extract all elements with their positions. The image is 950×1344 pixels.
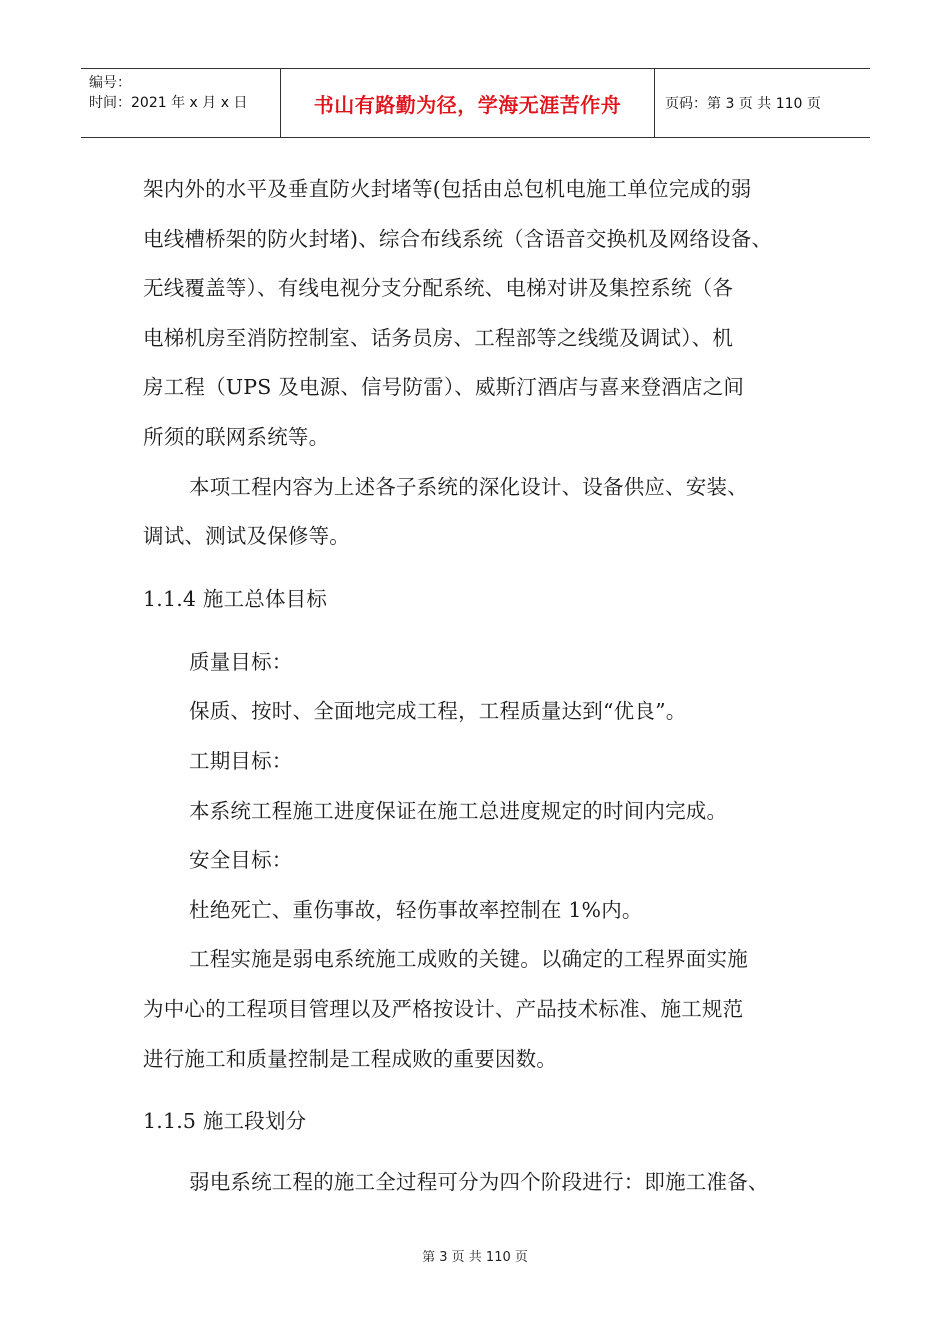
body-line: 本项工程内容为上述各子系统的深化设计、设备供应、安装、	[189, 475, 748, 499]
body-line: 进行施工和质量控制是工程成败的重要因数。	[143, 1047, 557, 1071]
section-heading: 1.1.5 施工段划分	[143, 1109, 307, 1133]
body-line: 无线覆盖等）、有线电视分支分配系统、电梯对讲及集控系统（各	[143, 276, 734, 300]
body-line: 杜绝死亡、重伤事故，轻伤事故率控制在 1%内。	[189, 898, 643, 922]
document-header	[81, 68, 870, 138]
body-line: 质量目标：	[189, 650, 293, 674]
date-label: 时间：2021 年 x 月 x 日	[89, 95, 248, 111]
body-line: 电线槽桥架的防火封堵)、综合布线系统（含语音交换机及网络设备、	[143, 227, 773, 251]
body-line: 所须的联网系统等。	[143, 425, 330, 449]
motto-text: 书山有路勤为径，学海无涯苦作舟	[313, 92, 622, 117]
body-line: 电梯机房至消防控制室、话务员房、工程部等之线缆及调试）、机	[143, 326, 734, 350]
page-info: 页码：第 3 页 共 110 页	[665, 96, 821, 112]
header-page-cell	[655, 69, 870, 137]
body-line: 安全目标：	[189, 848, 293, 872]
body-line: 弱电系统工程的施工全过程可分为四个阶段进行：即施工准备、	[189, 1170, 769, 1194]
header-motto-cell	[281, 69, 655, 137]
body-line: 本系统工程施工进度保证在施工总进度规定的时间内完成。	[189, 799, 728, 823]
number-label: 编号：	[89, 75, 131, 91]
body-line: 架内外的水平及垂直防火封堵等(包括由总包机电施工单位完成的弱	[143, 177, 752, 201]
page-footer: 第 3 页 共 110 页	[422, 1250, 528, 1265]
body-line: 工程实施是弱电系统施工成败的关键。以确定的工程界面实施	[189, 947, 748, 971]
section-heading: 1.1.4 施工总体目标	[143, 587, 328, 611]
body-line: 调试、测试及保修等。	[143, 524, 350, 548]
body-line: 房工程（UPS 及电源、信号防雷）、威斯汀酒店与喜来登酒店之间	[143, 375, 745, 399]
body-line: 工期目标：	[189, 749, 293, 773]
body-line: 保质、按时、全面地完成工程，工程质量达到“优良”。	[189, 699, 687, 723]
body-line: 为中心的工程项目管理以及严格按设计、产品技术标准、施工规范	[143, 997, 744, 1021]
header-meta-cell	[81, 69, 281, 137]
